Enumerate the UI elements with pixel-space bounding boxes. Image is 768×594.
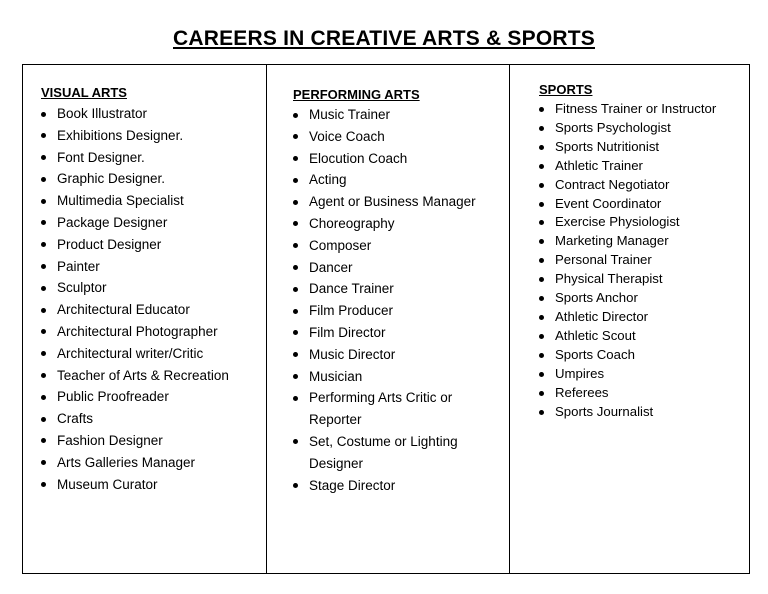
list-item: Crafts bbox=[41, 408, 229, 430]
list-item: Fitness Trainer or Instructor bbox=[539, 100, 749, 119]
list-item: Architectural writer/Critic bbox=[41, 343, 229, 365]
list-item: Musician bbox=[293, 366, 498, 388]
list-item: Sports Coach bbox=[539, 346, 749, 365]
column-visual-arts bbox=[23, 65, 266, 573]
list-item: Architectural Photographer bbox=[41, 321, 229, 343]
list-item: Exercise Physiologist bbox=[539, 213, 749, 232]
list-item: Font Designer. bbox=[41, 147, 229, 169]
column-heading: PERFORMING ARTS bbox=[293, 87, 420, 102]
career-list bbox=[41, 103, 229, 495]
list-item: Performing Arts Critic or Reporter bbox=[293, 387, 498, 431]
list-item: Dance Trainer bbox=[293, 278, 498, 300]
list-item: Athletic Trainer bbox=[539, 157, 749, 176]
list-item: Film Director bbox=[293, 322, 498, 344]
list-item: Umpires bbox=[539, 365, 749, 384]
list-item: Music Director bbox=[293, 344, 498, 366]
list-item: Contract Negotiator bbox=[539, 176, 749, 195]
list-item: Athletic Director bbox=[539, 308, 749, 327]
list-item: Elocution Coach bbox=[293, 148, 498, 170]
list-item: Music Trainer bbox=[293, 104, 498, 126]
list-item: Choreography bbox=[293, 213, 498, 235]
list-item: Film Producer bbox=[293, 300, 498, 322]
list-item: Painter bbox=[41, 256, 229, 278]
list-item: Sports Nutritionist bbox=[539, 138, 749, 157]
careers-table bbox=[22, 64, 750, 574]
column-performing-arts bbox=[266, 65, 509, 573]
list-item: Sports Journalist bbox=[539, 403, 749, 422]
list-item: Architectural Educator bbox=[41, 299, 229, 321]
list-item: Public Proofreader bbox=[41, 386, 229, 408]
list-item: Voice Coach bbox=[293, 126, 498, 148]
list-item: Sports Psychologist bbox=[539, 119, 749, 138]
list-item: Dancer bbox=[293, 257, 498, 279]
page-title: CAREERS IN CREATIVE ARTS & SPORTS bbox=[173, 27, 595, 50]
list-item: Teacher of Arts & Recreation bbox=[41, 365, 229, 387]
list-item: Marketing Manager bbox=[539, 232, 749, 251]
list-item: Product Designer bbox=[41, 234, 229, 256]
list-item: Personal Trainer bbox=[539, 251, 749, 270]
list-item: Package Designer bbox=[41, 212, 229, 234]
list-item: Composer bbox=[293, 235, 498, 257]
list-item: Sculptor bbox=[41, 277, 229, 299]
list-item: Set, Costume or Lighting Designer bbox=[293, 431, 498, 475]
column-sports bbox=[509, 65, 751, 573]
list-item: Graphic Designer. bbox=[41, 168, 229, 190]
list-item: Event Coordinator bbox=[539, 195, 749, 214]
list-item: Exhibitions Designer. bbox=[41, 125, 229, 147]
list-item: Museum Curator bbox=[41, 474, 229, 496]
list-item: Referees bbox=[539, 384, 749, 403]
list-item: Acting bbox=[293, 169, 498, 191]
list-item: Book Illustrator bbox=[41, 103, 229, 125]
list-item: Stage Director bbox=[293, 475, 498, 497]
column-heading: SPORTS bbox=[539, 82, 593, 97]
column-heading: VISUAL ARTS bbox=[41, 85, 127, 100]
career-list bbox=[293, 104, 498, 496]
list-item: Fashion Designer bbox=[41, 430, 229, 452]
career-list bbox=[539, 100, 749, 421]
list-item: Multimedia Specialist bbox=[41, 190, 229, 212]
list-item: Arts Galleries Manager bbox=[41, 452, 229, 474]
list-item: Agent or Business Manager bbox=[293, 191, 498, 213]
list-item: Athletic Scout bbox=[539, 327, 749, 346]
list-item: Physical Therapist bbox=[539, 270, 749, 289]
list-item: Sports Anchor bbox=[539, 289, 749, 308]
